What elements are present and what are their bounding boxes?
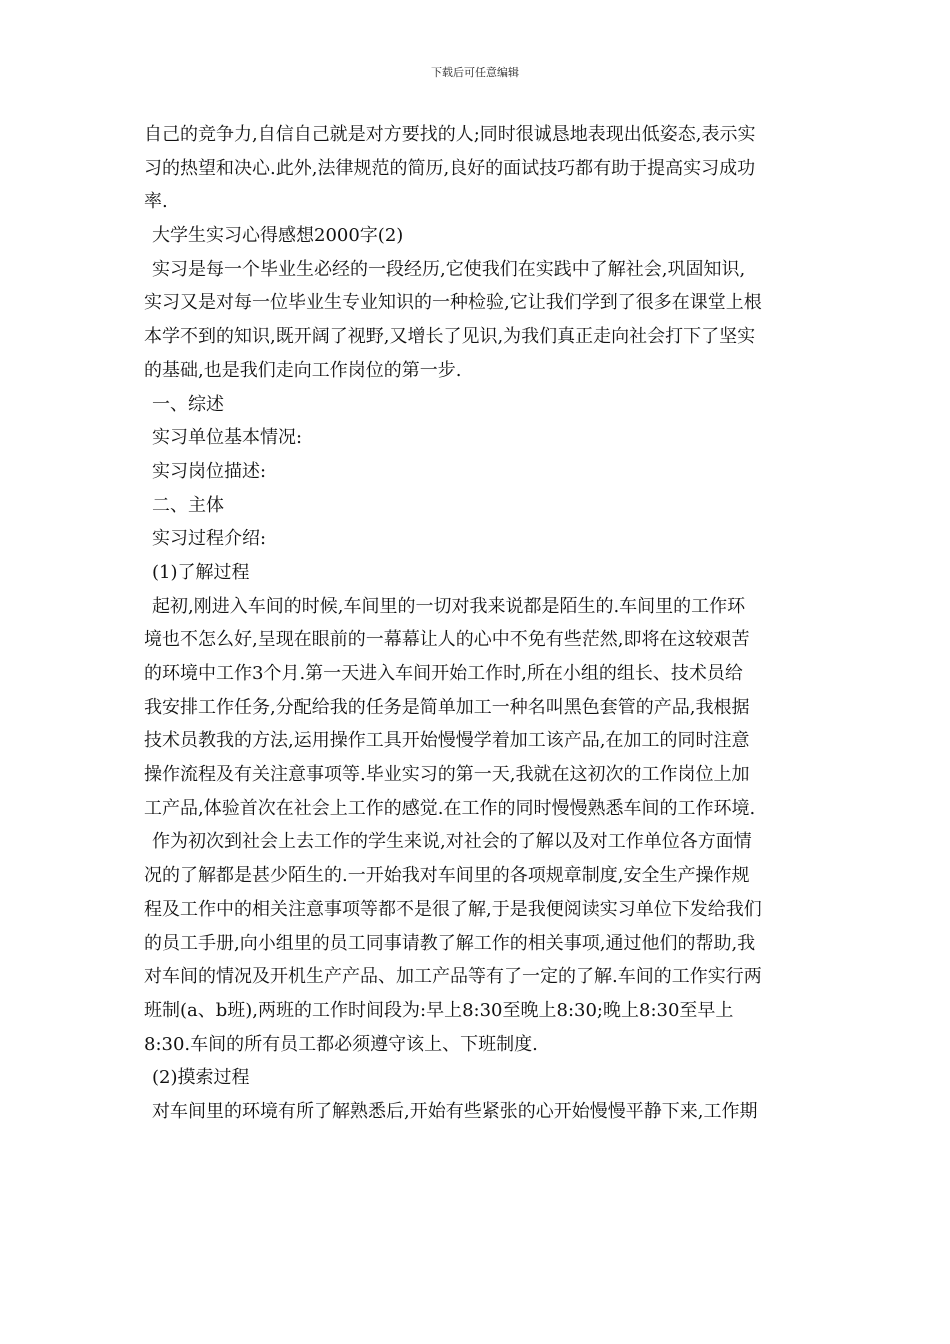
- document-body: [144, 118, 806, 1129]
- heading-overview: 一、综述: [152, 393, 224, 415]
- heading-main: 二、主体: [152, 494, 224, 516]
- body-line: 实习是每一个毕业生必经的一段经历,它使我们在实践中了解社会,巩固知识,: [152, 258, 746, 280]
- body-line: 的环境中工作3个月.第一天进入车间开始工作时,所在小组的组长、技术员给: [144, 663, 743, 684]
- section-title: 大学生实习心得感想2000字(2): [152, 225, 404, 247]
- body-line: 班制(a、b班),两班的工作时间段为:早上8:30至晚上8:30;晚上8:30至早上: [144, 999, 734, 1021]
- body-line: 8:30.车间的所有员工都必须遵守该上、下班制度.: [144, 1033, 538, 1055]
- page-header: 下载后可任意编辑: [431, 66, 519, 79]
- body-line: 实习单位基本情况:: [152, 427, 303, 449]
- body-line: 的基础,也是我们走向工作岗位的第一步.: [144, 359, 462, 381]
- body-line: 境也不怎么好,呈现在眼前的一幕幕让人的心中不免有些茫然,即将在这较艰苦: [144, 629, 750, 651]
- body-line: 我安排工作任务,分配给我的任务是简单加工一种名叫黑色套管的产品,我根据: [144, 696, 750, 718]
- body-line: 实习又是对每一位毕业生专业知识的一种检验,它让我们学到了很多在课堂上根: [144, 292, 762, 314]
- body-line: 工产品,体验首次在社会上工作的感觉.在工作的同时慢慢熟悉车间的工作环境.: [144, 797, 756, 819]
- body-line: 实习岗位描述:: [152, 460, 267, 482]
- body-line: 程及工作中的相关注意事项等都不是很了解,于是我便阅读实习单位下发给我们: [144, 898, 762, 920]
- body-line: 实习过程介绍:: [152, 528, 267, 550]
- body-line: 习的热望和决心.此外,法律规范的简历,良好的面试技巧都有助于提高实习成功: [144, 157, 756, 179]
- subheading-understanding: (1)了解过程: [152, 561, 250, 583]
- body-line: 自己的竞争力,自信自己就是对方要找的人;同时很诚恳地表现出低姿态,表示实: [144, 124, 756, 145]
- body-line: 操作流程及有关注意事项等.毕业实习的第一天,我就在这初次的工作岗位上加: [144, 764, 750, 786]
- body-line: 率.: [144, 191, 168, 213]
- body-line: 起初,刚进入车间的时候,车间里的一切对我来说都是陌生的.车间里的工作环: [152, 595, 746, 617]
- body-line: 技术员教我的方法,运用操作工具开始慢慢学着加工该产品,在加工的同时注意: [144, 730, 750, 752]
- body-line: 对车间的情况及开机生产产品、加工产品等有了一定的了解.车间的工作实行两: [144, 966, 762, 988]
- body-line: 作为初次到社会上去工作的学生来说,对社会的了解以及对工作单位各方面情: [152, 831, 752, 853]
- body-line: 的员工手册,向小组里的员工同事请教了解工作的相关事项,通过他们的帮助,我: [144, 932, 756, 954]
- body-line: 对车间里的环境有所了解熟悉后,开始有些紧张的心开始慢慢平静下来,工作期: [152, 1100, 758, 1122]
- body-line: 本学不到的知识,既开阔了视野,又增长了见识,为我们真正走向社会打下了坚实: [144, 326, 756, 348]
- body-line: 况的了解都是甚少陌生的.一开始我对车间里的各项规章制度,安全生产操作规: [144, 865, 750, 887]
- subheading-exploration: (2)摸索过程: [152, 1067, 250, 1089]
